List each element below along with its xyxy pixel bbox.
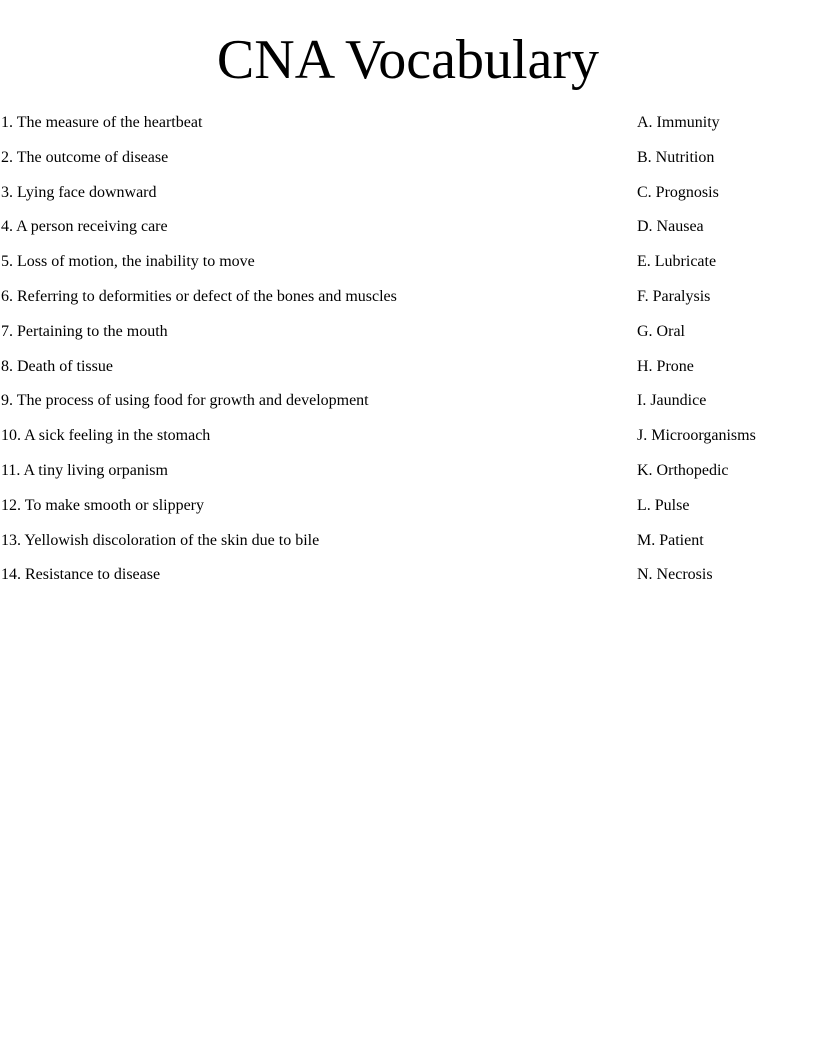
matching-row (1, 531, 816, 566)
matching-row (1, 287, 816, 322)
matching-row (1, 322, 816, 357)
definition-item: 14. Resistance to disease (1, 566, 161, 584)
term-item: M. Patient (637, 531, 704, 549)
term-item: D. Nausea (637, 218, 704, 236)
term-item: B. Nutrition (637, 148, 715, 166)
definition-item: 10. A sick feeling in the stomach (1, 427, 211, 445)
definition-item: 7. Pertaining to the mouth (1, 322, 168, 340)
definition-item: 2. The outcome of disease (1, 148, 169, 166)
term-item: F. Paralysis (637, 287, 711, 305)
term-item: L. Pulse (637, 496, 690, 514)
matching-row (1, 565, 816, 600)
matching-row (1, 252, 816, 287)
term-item: N. Necrosis (637, 566, 713, 584)
definition-item: 6. Referring to deformities or defect of the bones and muscles (1, 287, 397, 305)
matching-row (1, 357, 816, 392)
term-item: H. Prone (637, 357, 694, 375)
definition-item: 9. The process of using food for growth and development (1, 392, 369, 410)
definition-item: 4. A person receiving care (1, 218, 168, 236)
term-item: G. Oral (637, 322, 685, 340)
term-item: E. Lubricate (637, 253, 717, 271)
matching-row (1, 217, 816, 252)
matching-row (1, 426, 816, 461)
definition-item: 11. A tiny living orpanism (1, 461, 168, 479)
matching-row (1, 496, 816, 531)
term-item: K. Orthopedic (637, 461, 729, 479)
matching-row (1, 461, 816, 496)
matching-row (1, 113, 816, 148)
term-item: I. Jaundice (637, 392, 707, 410)
matching-row (1, 148, 816, 183)
definition-item: 12. To make smooth or slippery (1, 496, 205, 514)
matching-list (1, 113, 816, 600)
page-title: CNA Vocabulary (216, 29, 600, 91)
term-item: C. Prognosis (637, 183, 719, 201)
definition-item: 1. The measure of the heartbeat (1, 114, 203, 131)
term-item: A. Immunity (637, 114, 720, 131)
definition-item: 13. Yellowish discoloration of the skin due to bile (1, 531, 320, 549)
matching-row (1, 183, 816, 218)
term-item: J. Microorganisms (637, 427, 756, 445)
definition-item: 5. Loss of motion, the inability to move (1, 253, 255, 271)
definition-item: 3. Lying face downward (1, 183, 157, 201)
matching-row (1, 391, 816, 426)
definition-item: 8. Death of tissue (1, 357, 113, 375)
